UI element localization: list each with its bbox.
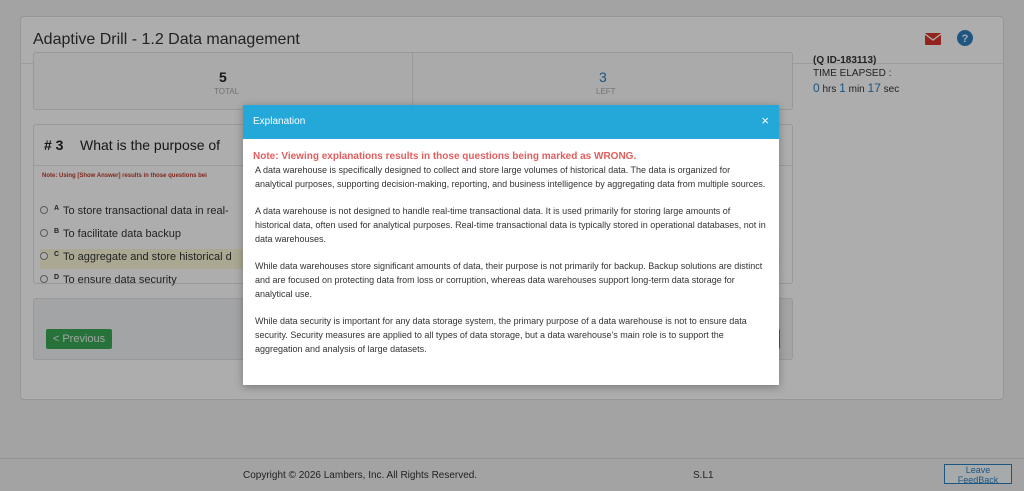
timer-hours-unit: hrs — [822, 84, 837, 95]
option-letter: C — [54, 251, 60, 258]
option-letter: B — [54, 228, 60, 235]
show-answer-note: Note: Using [Show Answer] results in those questions bei — [42, 173, 207, 179]
wrong-warning: Note: Viewing explanations results in those questions being marked as WRONG. — [253, 151, 637, 162]
left-label: LEFT — [596, 87, 616, 96]
svg-text:?: ? — [961, 33, 969, 45]
explanation-paragraph: While data warehouses store significant amounts of data, their purpose is not primarily for backup. Backup solutions are distinct and are focused on protecting data from loss or corruption, whereas data warehouses support long-term data storage for analytical use. — [255, 261, 763, 299]
option-letter: D — [54, 274, 60, 281]
timer-seconds-unit: sec — [883, 84, 900, 95]
left-count: 3 — [599, 69, 607, 85]
option-text: To facilitate data backup — [63, 228, 182, 240]
option-text: To aggregate and store historical d — [63, 251, 232, 263]
leave-feedback-button[interactable]: Leave FeedBack — [944, 464, 1012, 484]
version-text: S.L1 — [693, 470, 714, 481]
option-text: To store transactional data in real- — [63, 205, 229, 217]
close-icon[interactable]: × — [761, 113, 769, 128]
timer-hours: 0 — [813, 81, 820, 95]
timer-seconds: 17 — [867, 81, 881, 95]
option-text: To ensure data security — [63, 274, 177, 286]
previous-button[interactable]: < Previous — [46, 329, 112, 349]
question-number: # 3 — [44, 137, 64, 153]
option-letter: A — [54, 205, 60, 212]
timer-minutes-unit: min — [848, 84, 865, 95]
modal-title: Explanation — [253, 116, 306, 127]
copyright-text: Copyright © 2026 Lambers, Inc. All Rights Reserved. — [243, 470, 478, 481]
total-count: 5 — [219, 69, 227, 85]
question-text: What is the purpose of — [80, 137, 221, 153]
page-title: Adaptive Drill - 1.2 Data management — [33, 31, 300, 48]
total-label: TOTAL — [214, 87, 240, 96]
question-id: (Q ID-183113) — [813, 55, 877, 66]
explanation-paragraph: A data warehouse is not designed to handle real-time transactional data. It is used primarily for storing large amounts of historical data, often used for analytical purposes. Real-time transactional data is typically stored in operational databases, not in data warehouses. — [255, 206, 766, 244]
timer-minutes: 1 — [839, 81, 846, 95]
explanation-paragraph: A data warehouse is specifically designed to collect and store large volumes of historical data. The data is organized for analytical purposes, supporting decision-making, reporting, and business intelligence by aggregating data from multiple sources. — [255, 165, 766, 189]
explanation-paragraph: While data security is important for any data storage system, the primary purpose of a data warehouse is not to ensure data security. Security measures are applied to all types of data storage, but a data warehouse's main role is to support the aggregation and analysis of large datasets. — [255, 316, 747, 354]
explanation-modal — [243, 105, 779, 385]
modal-header — [243, 105, 779, 139]
time-elapsed-label: TIME ELAPSED : — [813, 68, 892, 79]
modal-body — [243, 139, 779, 356]
